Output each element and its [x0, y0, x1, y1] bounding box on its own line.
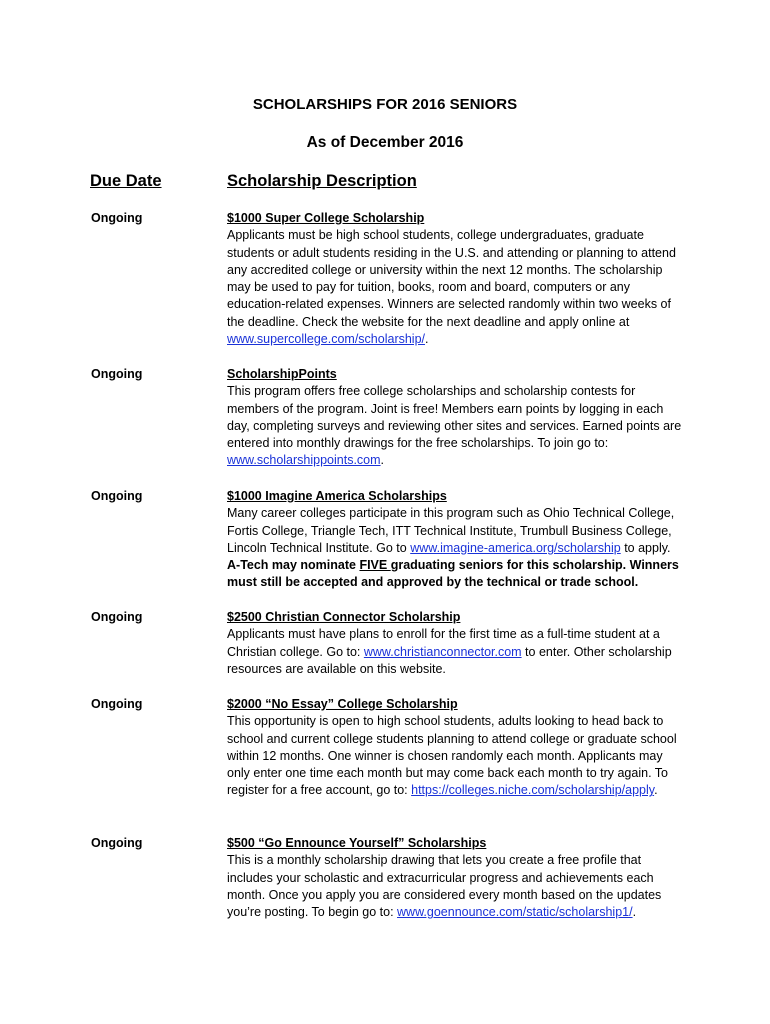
due-date: Ongoing	[91, 489, 143, 503]
scholarship-description	[227, 210, 687, 348]
scholarship-link[interactable]: www.supercollege.com/scholarship/	[227, 332, 426, 347]
scholarship-name: $1000 Imagine America Scholarships	[227, 489, 447, 503]
scholarship-text-end: .	[632, 905, 637, 920]
due-date: Ongoing	[91, 697, 143, 711]
document-title: SCHOLARSHIPS FOR 2016 SENIORS	[252, 96, 518, 113]
nomination-count: FIVE	[359, 558, 391, 573]
due-date: Ongoing	[91, 367, 143, 381]
scholarship-name: $1000 Super College Scholarship	[227, 211, 425, 225]
scholarship-text: This opportunity is open to high school students, adults looking to head back to school and current college students planning to attend college or graduate school within 12 months. One winner is chosen randomly each month. Applicants may only enter one time each month but may come back each month to try again. To register for a free account, go to:	[227, 714, 677, 798]
column-header-description: Scholarship Description	[227, 172, 417, 190]
scholarship-description	[227, 696, 687, 800]
scholarship-description	[227, 366, 687, 470]
scholarship-link[interactable]: www.scholarshippoints.com	[227, 453, 381, 468]
scholarship-description	[227, 609, 687, 678]
scholarship-description	[227, 835, 687, 921]
scholarship-link[interactable]: www.imagine-america.org/scholarship	[410, 540, 621, 555]
scholarship-description	[227, 488, 687, 592]
scholarship-text-end: .	[425, 332, 429, 347]
due-date: Ongoing	[91, 211, 143, 225]
scholarship-text: This program offers free college scholarships and scholarship contests for members of the program. Joint is free! Members earn points by logging in each day, completing surveys and reviewing other sites and services. Earned points are entered into monthly drawings for the free scholarships. To join go to:	[227, 384, 682, 451]
document-subtitle: As of December 2016	[306, 134, 464, 151]
scholarship-text-end: .	[654, 783, 658, 798]
scholarship-text-end: .	[380, 453, 385, 468]
scholarship-text: Applicants must have plans to enroll for the first time as a full-time student at a Christian college. Go to:	[227, 627, 660, 659]
scholarship-link[interactable]: https://colleges.niche.com/scholarship/apply	[411, 783, 655, 798]
scholarship-name: $2500 Christian Connector Scholarship	[227, 610, 461, 624]
column-header-due-date: Due Date	[90, 172, 162, 190]
scholarship-text-end: to enter. Other scholarship resources are available on this website.	[227, 644, 672, 676]
nomination-note: A-Tech may nominate	[227, 558, 360, 573]
scholarship-name: ScholarshipPoints	[227, 367, 337, 381]
scholarship-name: $2000 “No Essay” College Scholarship	[227, 697, 458, 711]
scholarship-link[interactable]: www.goennounce.com/static/scholarship1/	[397, 905, 633, 920]
due-date: Ongoing	[91, 836, 143, 850]
scholarship-text: Applicants must be high school students, college undergraduates, graduate students or adult students residing in the U.S. and attending or planning to attend any accredited college or university within the next 12 months. The scholarship may be used to pay for tuition, books, room and board, computers or any education-related expenses. Winners are selected randomly within two weeks of the deadline. Check the website for the next deadline and apply online at	[227, 228, 676, 329]
nomination-note-end: graduating seniors for this scholarship. Winners must still be accepted and approved by the technical or trade school.	[227, 558, 679, 590]
scholarship-name: $500 “Go Ennounce Yourself” Scholarships	[227, 836, 487, 850]
scholarship-text-mid: to apply.	[620, 540, 671, 555]
scholarship-text: Many career colleges participate in this program such as Ohio Technical College, Fortis College, Triangle Tech, ITT Technical Institute, Trumbull Business College, Lincoln Technical Institute. Go to	[227, 506, 675, 555]
scholarship-link[interactable]: www.christianconnector.com	[363, 644, 522, 659]
due-date: Ongoing	[91, 610, 143, 624]
scholarship-text: This is a monthly scholarship drawing that lets you create a free profile that includes your scholastic and extracurricular progress and achievements each month. Once you apply you are considered every month based on the updates you’re posting. To begin go to:	[227, 853, 662, 920]
